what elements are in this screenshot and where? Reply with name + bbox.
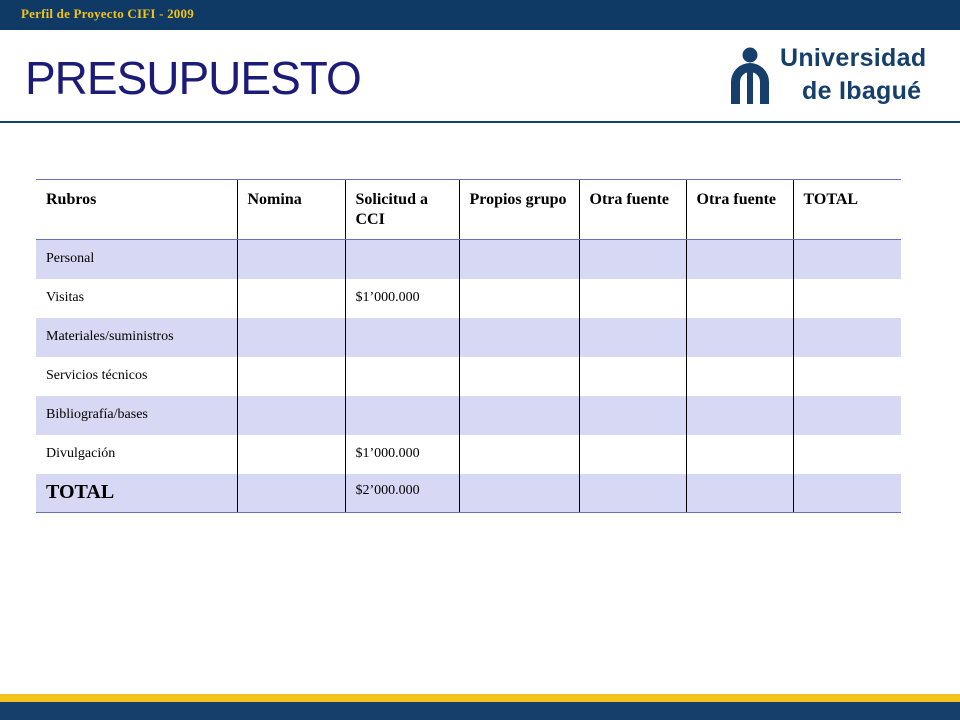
- table-row: [36, 396, 901, 435]
- cell-nomina: [237, 240, 345, 279]
- table-row: [36, 240, 901, 279]
- cell-total: [793, 474, 901, 513]
- footer-stripe-blue: [0, 702, 960, 720]
- cell-cci: [345, 357, 459, 396]
- cell-cci: [345, 318, 459, 357]
- cell-cci: $1’000.000: [345, 435, 459, 474]
- column-header-total: TOTAL: [793, 180, 901, 240]
- table-row: [36, 318, 901, 357]
- cell-propios: [459, 357, 579, 396]
- cell-propios: [459, 396, 579, 435]
- cell-otra-fuente-1: [579, 318, 686, 357]
- cell-otra-fuente-1: [579, 396, 686, 435]
- cell-cci: [345, 240, 459, 279]
- cell-otra-fuente-2: [686, 279, 793, 318]
- cell-rubro: Divulgación: [46, 446, 116, 461]
- budget-table: [36, 179, 901, 513]
- table-row: [36, 279, 901, 318]
- cell-total: [793, 357, 901, 396]
- cell-cci: [345, 396, 459, 435]
- cell-nomina: [237, 474, 345, 513]
- cell-nomina: [237, 279, 345, 318]
- cell-cci: $1’000.000: [345, 279, 459, 318]
- table-header-row: [36, 180, 901, 240]
- column-header-rubros: Rubros: [36, 180, 237, 240]
- cell-rubro-total: TOTAL: [36, 474, 237, 513]
- cell-otra-fuente-1: [579, 279, 686, 318]
- cell-otra-fuente-2: [686, 318, 793, 357]
- cell-rubro: Materiales/suministros: [36, 318, 237, 357]
- cell-nomina: [237, 318, 345, 357]
- page-title: PRESUPUESTO: [25, 52, 361, 104]
- column-header-otra-fuente-2: Otra fuente: [686, 180, 793, 240]
- cell-otra-fuente-1: [579, 474, 686, 513]
- table-total-row: [36, 474, 901, 513]
- cell-otra-fuente-1: [579, 435, 686, 474]
- cell-otra-fuente-2: [686, 357, 793, 396]
- cell-propios: [459, 474, 579, 513]
- cell-rubro: Servicios técnicos: [46, 368, 148, 383]
- cell-otra-fuente-2: [686, 396, 793, 435]
- title-divider: [0, 121, 960, 123]
- column-header-nomina: Nomina: [237, 180, 345, 240]
- cell-otra-fuente-1: [579, 240, 686, 279]
- cell-nomina: [237, 396, 345, 435]
- column-header-propios-grupo: Propios grupo: [459, 180, 579, 240]
- universidad-de-ibague-emblem-icon: [724, 42, 776, 108]
- cell-rubro: Personal: [36, 240, 237, 279]
- cell-otra-fuente-2: [686, 435, 793, 474]
- logo-line-1: Universidad: [780, 44, 927, 72]
- cell-total: [793, 279, 901, 318]
- column-header-otra-fuente-1: Otra fuente: [579, 180, 686, 240]
- cell-rubro: Visitas: [46, 290, 85, 305]
- table-row: [36, 435, 901, 474]
- cell-otra-fuente-2: [686, 240, 793, 279]
- column-header-solicitud-cci: Solicitud a CCI: [345, 180, 459, 240]
- cell-rubro: Bibliografía/bases: [36, 396, 237, 435]
- cell-cci-total: $2’000.000: [345, 474, 459, 513]
- cell-propios: [459, 240, 579, 279]
- header-text: Perfil de Proyecto CIFI - 2009: [21, 6, 194, 21]
- cell-propios: [459, 435, 579, 474]
- cell-propios: [459, 279, 579, 318]
- cell-total: [793, 318, 901, 357]
- cell-total: [793, 435, 901, 474]
- cell-otra-fuente-2: [686, 474, 793, 513]
- cell-total: [793, 396, 901, 435]
- university-logo: [724, 40, 934, 110]
- cell-nomina: [237, 435, 345, 474]
- footer-stripe-yellow: [0, 694, 960, 702]
- cell-nomina: [237, 357, 345, 396]
- cell-total: [793, 240, 901, 279]
- cell-propios: [459, 318, 579, 357]
- table-row: [36, 357, 901, 396]
- cell-otra-fuente-1: [579, 357, 686, 396]
- header-bar: [0, 0, 960, 30]
- logo-line-2: de Ibagué: [802, 77, 922, 105]
